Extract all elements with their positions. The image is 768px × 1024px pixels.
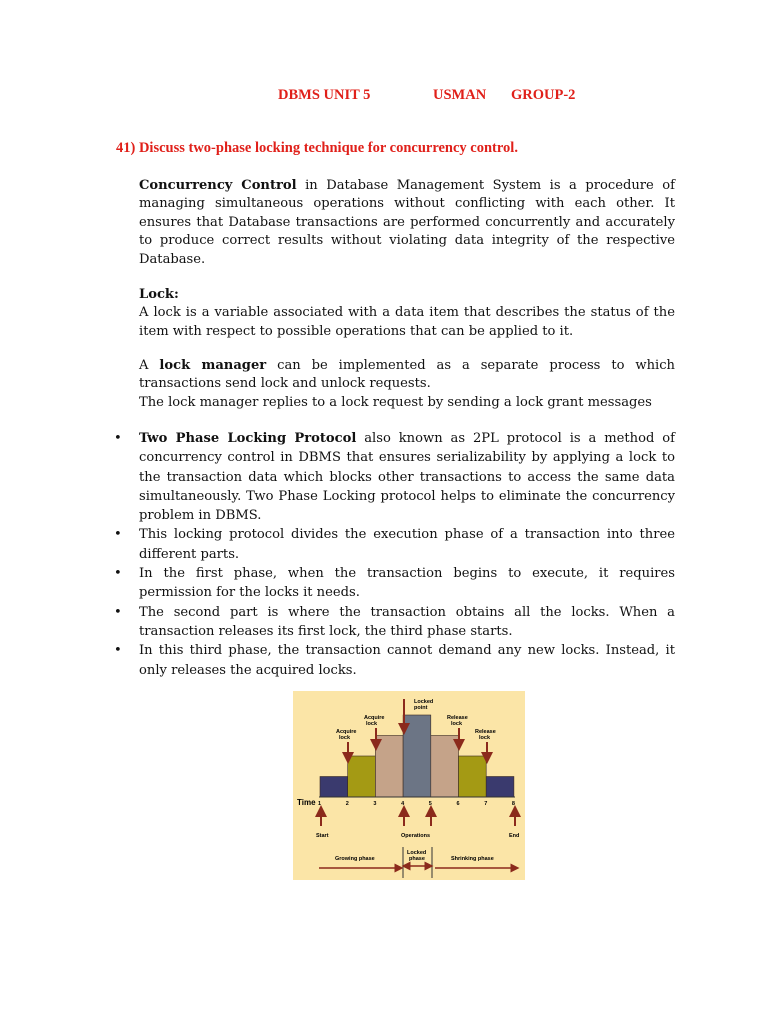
header-unit: DBMS UNIT 5 <box>278 87 371 103</box>
lock-manager-paragraph <box>139 357 675 412</box>
bullet-list <box>0 429 768 680</box>
tick-label-3: 3 <box>373 801 377 807</box>
time-label: Time <box>297 798 316 807</box>
bullet-icon: • <box>114 643 122 659</box>
list-item <box>0 603 675 642</box>
bullet-text: In this third phase, the transaction cannot demand any new locks. Instead, it only releases the acquired locks. <box>139 643 675 678</box>
bullet-term: Two Phase Locking Protocol <box>139 431 357 446</box>
tick-label-1: 1 <box>318 801 322 807</box>
shrinking-phase-label: Shrinking phase <box>451 856 494 862</box>
header-group: GROUP-2 <box>511 87 576 103</box>
release-lock-1-label-1: Release <box>447 715 468 721</box>
diagram-svg <box>293 691 525 880</box>
growing-phase-label: Growing phase <box>335 856 375 862</box>
acquire-lock-2-label-2: lock <box>366 721 378 727</box>
bar-3 <box>375 736 403 798</box>
locked-phase-label-2: phase <box>409 856 425 862</box>
lock-manager-prefix: A <box>139 358 160 373</box>
locked-phase-label-1: Locked <box>407 850 427 856</box>
lock-manager-text: can be implemented as a separate process to which transactions send lock and unlock requests. <box>139 358 675 392</box>
end-label: End <box>509 833 520 839</box>
tick-label-4: 4 <box>401 801 405 807</box>
bullet-text: In the first phase, when the transaction begins to execute, it requires permission for the locks it needs. <box>139 566 675 601</box>
tick-label-6: 6 <box>456 801 460 807</box>
release-lock-2-label-2: lock <box>479 735 491 741</box>
lock-manager-line2: The lock manager replies to a lock request by sending a lock grant messages <box>139 394 652 410</box>
list-item <box>0 525 675 564</box>
lock-text: A lock is a variable associated with a data item that describes the status of the item with respect to possible operations that can be applied to it. <box>139 305 675 339</box>
bar-2 <box>348 756 376 797</box>
bar-group <box>320 715 514 797</box>
bullet-text: also known as 2PL protocol is a method of concurrency control in DBMS that ensures serializability by applying a lock to the transaction data which blocks other transactions to access the same data simultaneously. Two Phase Locking protocol helps to eliminate the concurrency problem in DBMS. <box>139 431 675 524</box>
tick-label-5: 5 <box>428 801 432 807</box>
release-lock-2-label-1: Release <box>475 729 496 735</box>
acquire-lock-2-label-1: Acquire <box>364 715 385 721</box>
tick-label-8: 8 <box>511 801 515 807</box>
bar-1 <box>320 777 348 798</box>
page-header <box>0 87 768 107</box>
list-item <box>0 564 675 603</box>
bullet-text: The second part is where the transaction obtains all the locks. When a transaction releases its first lock, the third phase starts. <box>139 604 675 639</box>
tick-label-2: 2 <box>345 801 349 807</box>
lock-heading: Lock: <box>139 287 179 302</box>
concurrency-paragraph <box>139 177 675 269</box>
list-item <box>0 429 675 525</box>
acquire-lock-1-label-1: Acquire <box>336 729 357 735</box>
header-author: USMAN <box>433 87 487 103</box>
locked-point-label-1: Locked <box>414 699 434 705</box>
two-phase-locking-diagram <box>293 691 525 880</box>
concurrency-term: Concurrency Control <box>139 178 297 193</box>
bar-4 <box>403 715 431 797</box>
lock-paragraph <box>139 286 675 341</box>
bar-5 <box>431 736 459 798</box>
bullet-icon: • <box>114 604 122 620</box>
release-lock-1-label-2: lock <box>451 721 463 727</box>
concurrency-text: in Database Management System is a procedure of managing simultaneous operations without conflicting with each other. It ensures that Database transactions are performed concurrently and accurately to produce correct results without violating data integrity of the respective Database. <box>139 178 675 267</box>
bullet-icon: • <box>114 431 122 446</box>
bullet-icon: • <box>114 527 122 543</box>
acquire-lock-1-label-2: lock <box>339 735 351 741</box>
operations-label: Operations <box>401 833 431 839</box>
bar-7 <box>486 777 514 798</box>
question-title: 41) Discuss two-phase locking technique for concurrency control. <box>116 140 518 156</box>
list-item <box>0 641 675 680</box>
tick-group <box>318 801 515 807</box>
start-label: Start <box>316 833 329 839</box>
bullet-text: This locking protocol divides the execution phase of a transaction into three different parts. <box>139 527 675 562</box>
bullet-icon: • <box>114 566 122 582</box>
locked-point-label-2: point <box>414 705 428 711</box>
bar-6 <box>459 756 487 797</box>
lock-manager-term: lock manager <box>159 358 267 373</box>
tick-label-7: 7 <box>484 801 488 807</box>
